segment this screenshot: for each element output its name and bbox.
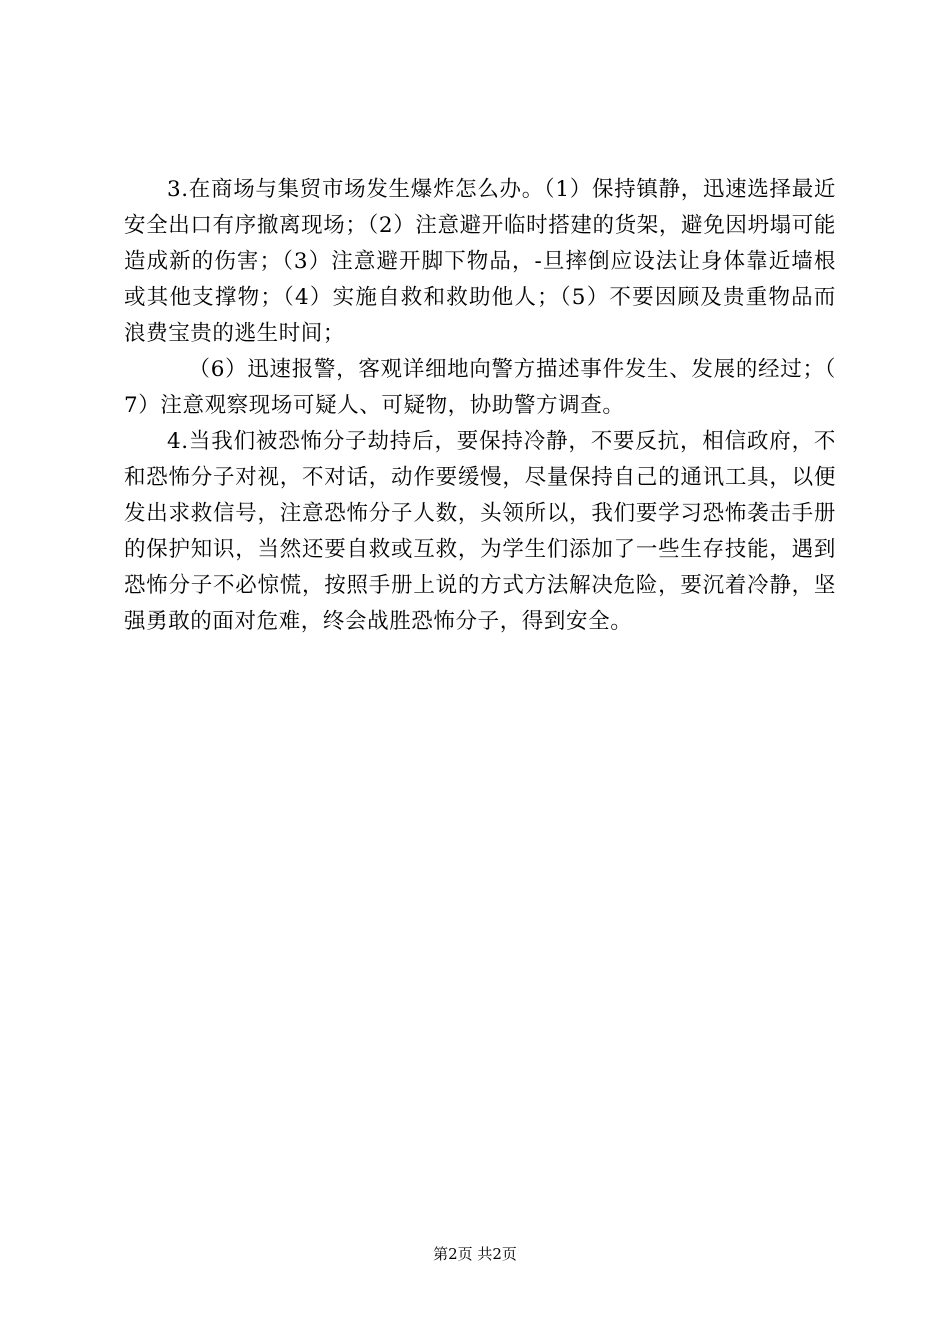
- page-number-label: 第2页 共2页: [433, 1245, 517, 1263]
- paragraph-hostage-situation: 4.当我们被恐怖分子劫持后，要保持冷静，不要反抗，相信政府，不和恐怖分子对视，不对话，动作要缓慢，尽量保持自己的通讯工具，以便发出求救信号，注意恐怖分子人数，头领所以，我们要学习恐怖袭击手册的保护知识，当然还要自救或互救，为学生们添加了一些生存技能，遇到恐怖分子不必惊慌，按照手册上说的方式方法解决危险，要沉着冷静，坚强勇敢的面对危难，终会战胜恐怖分子，得到安全。: [124, 429, 836, 634]
- paragraph-explosion-in-market: 3.在商场与集贸市场发生爆炸怎么办。（1）保持镇静，迅速选择最近安全出口有序撤离现场；（2）注意避开临时搭建的货架，避免因坍塌可能造成新的伤害；（3）注意避开脚下物品，-旦摔倒应设法让身体靠近墙根或其他支撑物；（4）实施自救和救助他人；（5）不要因顾及贵重物品而浪费宝贵的逃生时间；: [124, 177, 836, 346]
- paragraph-report-to-police: （6）迅速报警，客观详细地向警方描述事件发生、发展的经过；（7）注意观察现场可疑人、可疑物，协助警方调查。: [124, 357, 836, 418]
- document-body: [124, 172, 836, 640]
- page-footer: [0, 1243, 950, 1265]
